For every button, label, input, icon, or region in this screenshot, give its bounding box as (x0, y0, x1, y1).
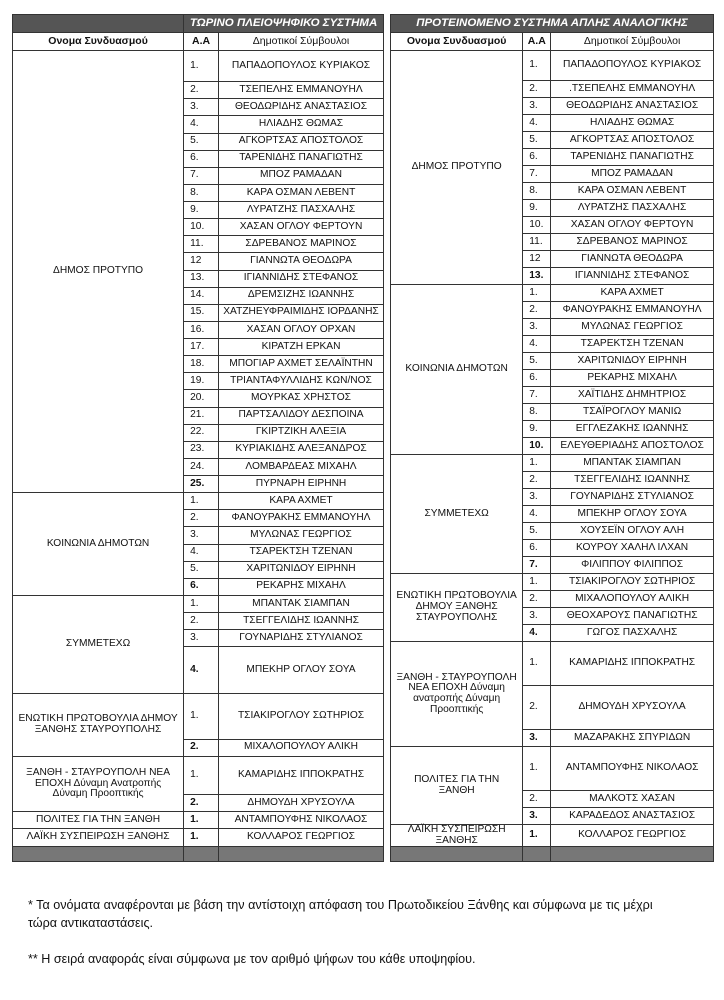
table-row (13, 595, 384, 612)
councillor-name: ΓΙΑΝΝΩΤΑ ΘΕΟΔΩΡΑ (551, 251, 714, 268)
row-number: 24. (184, 458, 219, 475)
councillor-name: ΚΟΛΛΑΡΟΣ ΓΕΩΡΓΙΟΣ (219, 829, 384, 846)
party-name: ΚΟΙΝΩΝΙΑ ΔΗΜΟΤΩΝ (391, 285, 523, 455)
row-number: 5. (523, 132, 551, 149)
col-header-party: Ονομα Συνδυασμού (13, 33, 184, 51)
councillor-name: ΧΑΤΖΗΕΥΦΡΑΙΜΙΔΗΣ ΙΟΡΔΑΝΗΣ (219, 304, 384, 321)
party-name: ΠΟΛΙΤΕΣ ΓΙΑ ΤΗΝ ΞΑΝΘΗ (13, 812, 184, 829)
footnote-2: ** Η σειρά αναφοράς είναι σύμφωνα με τον αριθμό ψήφων του κάθε υποψηφίου. (28, 952, 476, 966)
proposed-system-body (391, 51, 714, 862)
row-number: 4. (523, 115, 551, 132)
party-name: ΔΗΜΟΣ ΠΡΟΤΥΠΟ (13, 51, 184, 493)
row-number: 20. (184, 390, 219, 407)
councillor-name: ΜΟΥΡΚΑΣ ΧΡΗΣΤΟΣ (219, 390, 384, 407)
row-number: 2. (184, 613, 219, 630)
table-row (13, 493, 384, 510)
row-number: 9. (523, 200, 551, 217)
councillor-name: ΡΕΚΑΡΗΣ ΜΙΧΑΗΛ (219, 578, 384, 595)
row-number: 13. (523, 268, 551, 285)
councillor-name: ΚΑΡΑ ΟΣΜΑΝ ΛΕΒΕΝΤ (551, 183, 714, 200)
councillor-name: ΜΠΟΖ ΡΑΜΑΔΑΝ (551, 166, 714, 183)
row-number: 3. (523, 808, 551, 825)
row-number: 6. (523, 370, 551, 387)
councillor-name: ΜΠΕΚΗΡ ΟΓΛΟΥ ΣΟΥΑ (551, 506, 714, 523)
party-name: ΞΑΝΘΗ - ΣΤΑΥΡΟΥΠΟΛΗ ΝΕΑ ΕΠΟΧΗ Δύναμη Ανατροπής Δύναμη Προοπτικής (13, 756, 184, 812)
row-number: 23. (184, 441, 219, 458)
table-row (391, 825, 714, 847)
councillor-name: ΜΥΛΩΝΑΣ ΓΕΩΡΓΙΟΣ (551, 319, 714, 336)
row-number: 7. (523, 166, 551, 183)
party-name: ΛΑΪΚΗ ΣΥΣΠΕΙΡΩΣΗ ΞΑΝΘΗΣ (13, 829, 184, 846)
row-number: 21. (184, 407, 219, 424)
proposed-system-title: ΠΡΟΤΕΙΝΟΜΕΝΟ ΣΥΣΤΗΜΑ ΑΠΛΗΣ ΑΝΑΛΟΓΙΚΗΣ (391, 15, 714, 33)
councillor-name: ΘΕΟΧΑΡΟΥΣ ΠΑΝΑΓΙΩΤΗΣ (551, 608, 714, 625)
councillor-name: ΜΙΧΑΛΟΠΟΥΛΟΥ ΑΛΙΚΗ (219, 739, 384, 756)
party-name: ΕΝΩΤΙΚΗ ΠΡΩΤΟΒΟΥΛΙΑ ΔΗΜΟΥ ΞΑΝΘΗΣ ΣΤΑΥΡΟΥΠΟΛΗΣ (13, 693, 184, 756)
row-number: 2. (523, 791, 551, 808)
councillor-name: ΤΑΡΕΝΙΔΗΣ ΠΑΝΑΓΙΩΤΗΣ (551, 149, 714, 166)
row-number: 7. (523, 557, 551, 574)
table-row (391, 747, 714, 791)
councillor-name: ΠΑΠΑΔΟΠΟΥΛΟΣ ΚΥΡΙΑΚΟΣ (551, 51, 714, 81)
councillor-name: ΚΑΡΑ ΑΧΜΕΤ (551, 285, 714, 302)
row-number: 1. (523, 574, 551, 591)
col-header-councillors: Δημοτικοί Σύμβουλοι (219, 33, 384, 51)
councillor-name: ΧΑΣΑΝ ΟΓΛΟΥ ΟΡΧΑΝ (219, 321, 384, 338)
councillor-name: ΧΑΡΙΤΩΝΙΔΟΥ ΕΙΡΗΝΗ (551, 353, 714, 370)
table-row (13, 693, 384, 739)
row-number: 1. (184, 51, 219, 82)
councillor-name: ΓΙΑΝΝΩΤΑ ΘΕΟΔΩΡΑ (219, 253, 384, 270)
councillor-name: ΤΣΑΡΕΚΤΣΗ ΤΖΕΝΑΝ (551, 336, 714, 353)
row-number: 1. (523, 455, 551, 472)
party-name: ΚΟΙΝΩΝΙΑ ΔΗΜΟΤΩΝ (13, 493, 184, 596)
row-number: 2. (184, 82, 219, 99)
row-number: 10. (184, 219, 219, 236)
table-row (13, 756, 384, 794)
row-number: 4. (523, 625, 551, 642)
councillor-name: ΤΣΑΪΡΟΓΛΟΥ ΜΑΝΙΩ (551, 404, 714, 421)
table-row (13, 829, 384, 846)
councillor-name: ΠΑΡΤΣΑΛΙΔΟΥ ΔΕΣΠΟΙΝΑ (219, 407, 384, 424)
councillor-name: ΧΑΣΑΝ ΟΓΛΟΥ ΦΕΡΤΟΥΝ (219, 219, 384, 236)
councillor-name: ΓΟΥΝΑΡΙΔΗΣ ΣΤΥΛΙΑΝΟΣ (551, 489, 714, 506)
councillor-name: ΚΙΡΑΤΖΗ ΕΡΚΑΝ (219, 339, 384, 356)
row-number: 2. (184, 795, 219, 812)
row-number: 5. (523, 353, 551, 370)
councillor-name: ΠΥΡΝΑΡΗ ΕΙΡΗΝΗ (219, 476, 384, 493)
row-number: 3. (184, 527, 219, 544)
row-number: 3. (523, 489, 551, 506)
councillor-name: ΔΗΜΟΥΔΗ ΧΡΥΣΟΥΛΑ (551, 686, 714, 730)
table-row (391, 285, 714, 302)
row-number: 5. (184, 561, 219, 578)
row-number: 3. (184, 99, 219, 116)
councillor-name: ΜΑΖΑΡΑΚΗΣ ΣΠΥΡΙΔΩΝ (551, 730, 714, 747)
row-number: 6. (184, 578, 219, 595)
row-number: 6. (523, 149, 551, 166)
row-number: 3. (523, 608, 551, 625)
councillor-name: ΛΟΜΒΑΡΔΕΑΣ ΜΙΧΑΗΛ (219, 458, 384, 475)
row-number: 2. (523, 302, 551, 319)
row-number: 4. (184, 647, 219, 694)
row-number: 2. (184, 510, 219, 527)
row-number: 19. (184, 373, 219, 390)
row-number: 12 (184, 253, 219, 270)
councillor-name: ΜΥΛΩΝΑΣ ΓΕΩΡΓΙΟΣ (219, 527, 384, 544)
row-number: 1. (184, 756, 219, 794)
row-number: 11. (184, 236, 219, 253)
councillor-name: ΚΑΜΑΡΙΔΗΣ ΙΠΠΟΚΡΑΤΗΣ (551, 642, 714, 686)
party-name: ΛΑΪΚΗ ΣΥΣΠΕΙΡΩΣΗ ΞΑΝΘΗΣ (391, 825, 523, 847)
councillor-name: ΜΠΟΖ ΡΑΜΑΔΑΝ (219, 167, 384, 184)
councillor-name: ΜΠΕΚΗΡ ΟΓΛΟΥ ΣΟΥΑ (219, 647, 384, 694)
row-number: 1. (523, 747, 551, 791)
col-header-aa: Α.Α (523, 33, 551, 51)
councillor-name: ΘΕΟΔΩΡΙΔΗΣ ΑΝΑΣΤΑΣΙΟΣ (551, 98, 714, 115)
councillor-name: ΧΑΪΤΙΔΗΣ ΔΗΜΗΤΡΙΟΣ (551, 387, 714, 404)
col-header-councillors: Δημοτικοί Σύμβουλοι (551, 33, 714, 51)
councillor-name: ΗΛΙΑΔΗΣ ΘΩΜΑΣ (551, 115, 714, 132)
party-name: ΔΗΜΟΣ ΠΡΟΤΥΠΟ (391, 51, 523, 285)
councillor-name: ΑΝΤΑΜΠΟΥΦΗΣ ΝΙΚΟΛΑΟΣ (551, 747, 714, 791)
row-number: 12 (523, 251, 551, 268)
row-number: 2. (523, 472, 551, 489)
councillor-name: ΙΓΙΑΝΝΙΔΗΣ ΣΤΕΦΑΝΟΣ (219, 270, 384, 287)
row-number: 1. (184, 812, 219, 829)
councillor-name: ΧΑΣΑΝ ΟΓΛΟΥ ΦΕΡΤΟΥΝ (551, 217, 714, 234)
row-number: 3. (523, 98, 551, 115)
row-number: 16. (184, 321, 219, 338)
councillor-name: ΙΓΙΑΝΝΙΔΗΣ ΣΤΕΦΑΝΟΣ (551, 268, 714, 285)
row-number: 7. (184, 167, 219, 184)
current-system-body (13, 51, 384, 862)
row-number: 2. (184, 739, 219, 756)
row-number: 10. (523, 217, 551, 234)
table-row (391, 574, 714, 591)
party-name: ΕΝΩΤΙΚΗ ΠΡΩΤΟΒΟΥΛΙΑ ΔΗΜΟΥ ΞΑΝΘΗΣ ΣΤΑΥΡΟΥΠΟΛΗΣ (391, 574, 523, 642)
row-number: 1. (184, 693, 219, 739)
councillor-name: ΜΙΧΑΛΟΠΟΥΛΟΥ ΑΛΙΚΗ (551, 591, 714, 608)
row-number: 1. (523, 51, 551, 81)
row-number: 25. (184, 476, 219, 493)
proposed-system-table (390, 14, 714, 862)
table-row (13, 51, 384, 82)
councillor-name: ΚΑΡΑ ΟΣΜΑΝ ΛΕΒΕΝΤ (219, 184, 384, 201)
councillor-name: .ΤΣΕΠΕΛΗΣ ΕΜΜΑΝΟΥΗΛ (551, 81, 714, 98)
councillor-name: ΡΕΚΑΡΗΣ ΜΙΧΑΗΛ (551, 370, 714, 387)
row-number: 17. (184, 339, 219, 356)
councillor-name: ΤΣΙΑΚΙΡΟΓΛΟΥ ΣΩΤΗΡΙΟΣ (551, 574, 714, 591)
councillor-name: ΤΣΕΠΕΛΗΣ ΕΜΜΑΝΟΥΗΛ (219, 82, 384, 99)
councillor-name: ΚΑΡΑΔΕΔΟΣ ΑΝΑΣΤΑΣΙΟΣ (551, 808, 714, 825)
row-number: 4. (523, 506, 551, 523)
councillor-name: ΚΟΛΛΑΡΟΣ ΓΕΩΡΓΙΟΣ (551, 825, 714, 847)
row-number: 1. (523, 285, 551, 302)
row-number: 7. (523, 387, 551, 404)
table-footer-band (391, 847, 714, 862)
councillor-name: ΧΑΡΙΤΩΝΙΔΟΥ ΕΙΡΗΝΗ (219, 561, 384, 578)
row-number: 8. (523, 404, 551, 421)
councillor-name: ΤΣΙΑΚΙΡΟΓΛΟΥ ΣΩΤΗΡΙΟΣ (219, 693, 384, 739)
councillor-name: ΣΔΡΕΒΑΝΟΣ ΜΑΡΙΝΟΣ (551, 234, 714, 251)
councillor-name: ΤΑΡΕΝΙΔΗΣ ΠΑΝΑΓΙΩΤΗΣ (219, 150, 384, 167)
table-row (13, 812, 384, 829)
row-number: 11. (523, 234, 551, 251)
table-row (391, 642, 714, 686)
row-number: 2. (523, 591, 551, 608)
row-number: 3. (523, 730, 551, 747)
councillor-name: ΓΩΓΟΣ ΠΑΣΧΑΛΗΣ (551, 625, 714, 642)
row-number: 6. (184, 150, 219, 167)
row-number: 1. (184, 595, 219, 612)
row-number: 13. (184, 270, 219, 287)
councillor-name: ΜΠΑΝΤΑΚ ΣΙΑΜΠΑΝ (551, 455, 714, 472)
tables-container (12, 14, 714, 862)
document-page (12, 14, 714, 862)
row-number: 8. (184, 184, 219, 201)
party-name: ΣΥΜΜΕΤΕΧΩ (391, 455, 523, 574)
party-name: ΣΥΜΜΕΤΕΧΩ (13, 595, 184, 693)
row-number: 1. (523, 825, 551, 847)
councillor-name: ΜΑΛΚΟΤΣ ΧΑΣΑΝ (551, 791, 714, 808)
councillor-name: ΕΓΓΛΕΖΑΚΗΣ ΙΩΑΝΝΗΣ (551, 421, 714, 438)
row-number: 22. (184, 424, 219, 441)
col-header-party: Ονομα Συνδυασμού (391, 33, 523, 51)
row-number: 4. (184, 544, 219, 561)
councillor-name: ΕΛΕΥΘΕΡΙΑΔΗΣ ΑΠΟΣΤΟΛΟΣ (551, 438, 714, 455)
row-number: 1. (523, 642, 551, 686)
row-number: 9. (184, 202, 219, 219)
councillor-name: ΠΑΠΑΔΟΠΟΥΛΟΣ ΚΥΡΙΑΚΟΣ (219, 51, 384, 82)
table-row (391, 455, 714, 472)
councillor-name: ΛΥΡΑΤΖΗΣ ΠΑΣΧΑΛΗΣ (551, 200, 714, 217)
row-number: 2. (523, 686, 551, 730)
councillor-name: ΤΣΕΓΓΕΛΙΔΗΣ ΙΩΑΝΝΗΣ (219, 613, 384, 630)
current-system-table (12, 14, 384, 862)
councillor-name: ΜΠΟΓΙΑΡ ΑΧΜΕΤ ΣΕΛΑΪΝΤΗΝ (219, 356, 384, 373)
councillor-name: ΚΑΡΑ ΑΧΜΕΤ (219, 493, 384, 510)
councillor-name: ΑΓΚΟΡΤΣΑΣ ΑΠΟΣΤΟΛΟΣ (551, 132, 714, 149)
councillor-name: ΔΗΜΟΥΔΗ ΧΡΥΣΟΥΛΑ (219, 795, 384, 812)
councillor-name: ΧΟΥΣΕΪΝ ΟΓΛΟΥ ΑΛΗ (551, 523, 714, 540)
councillor-name: ΓΚΙΡΤΖΙΚΗ ΑΛΕΞΙΑ (219, 424, 384, 441)
councillor-name: ΦΑΝΟΥΡΑΚΗΣ ΕΜΜΑΝΟΥΗΛ (551, 302, 714, 319)
row-number: 15. (184, 304, 219, 321)
col-header-aa: Α.Α (184, 33, 219, 51)
councillor-name: ΤΡΙΑΝΤΑΦΥΛΛΙΔΗΣ ΚΩΝ/ΝΟΣ (219, 373, 384, 390)
councillor-name: ΜΠΑΝΤΑΚ ΣΙΑΜΠΑΝ (219, 595, 384, 612)
councillor-name: ΔΡΕΜΣΙΖΗΣ ΙΩΑΝΝΗΣ (219, 287, 384, 304)
councillor-name: ΣΔΡΕΒΑΝΟΣ ΜΑΡΙΝΟΣ (219, 236, 384, 253)
row-number: 4. (523, 336, 551, 353)
councillor-name: ΚΥΡΙΑΚΙΔΗΣ ΑΛΕΞΑΝΔΡΟΣ (219, 441, 384, 458)
councillor-name: ΦΑΝΟΥΡΑΚΗΣ ΕΜΜΑΝΟΥΗΛ (219, 510, 384, 527)
councillor-name: ΤΣΑΡΕΚΤΣΗ ΤΖΕΝΑΝ (219, 544, 384, 561)
row-number: 4. (184, 116, 219, 133)
councillor-name: ΚΑΜΑΡΙΔΗΣ ΙΠΠΟΚΡΑΤΗΣ (219, 756, 384, 794)
row-number: 5. (523, 523, 551, 540)
councillor-name: ΚΟΥΡΟΥ ΧΑΛΗΛ ΙΛΧΑΝ (551, 540, 714, 557)
table-footer-band (13, 846, 384, 862)
councillor-name: ΑΝΤΑΜΠΟΥΦΗΣ ΝΙΚΟΛΑΟΣ (219, 812, 384, 829)
row-number: 6. (523, 540, 551, 557)
row-number: 3. (523, 319, 551, 336)
row-number: 5. (184, 133, 219, 150)
councillor-name: ΤΣΕΓΓΕΛΙΔΗΣ ΙΩΑΝΝΗΣ (551, 472, 714, 489)
row-number: 9. (523, 421, 551, 438)
row-number: 14. (184, 287, 219, 304)
row-number: 8. (523, 183, 551, 200)
footnote-1: * Τα ονόματα αναφέρονται με βάση την αντίστοιχη απόφαση του Πρωτοδικείου Ξάνθης και σύμφωνα με τις μέχρι τώρα αντικαταστάσεις. (28, 898, 653, 931)
councillor-name: ΓΟΥΝΑΡΙΔΗΣ ΣΤΥΛΙΑΝΟΣ (219, 630, 384, 647)
councillor-name: ΛΥΡΑΤΖΗΣ ΠΑΣΧΑΛΗΣ (219, 202, 384, 219)
party-name: ΠΟΛΙΤΕΣ ΓΙΑ ΤΗΝ ΞΑΝΘΗ (391, 747, 523, 825)
current-system-title: ΤΩΡΙΝΟ ΠΛΕΙΟΨΗΦΙΚΟ ΣΥΣΤΗΜΑ (184, 15, 384, 33)
councillor-name: ΘΕΟΔΩΡΙΔΗΣ ΑΝΑΣΤΑΣΙΟΣ (219, 99, 384, 116)
row-number: 2. (523, 81, 551, 98)
row-number: 1. (184, 829, 219, 846)
party-name: ΞΑΝΘΗ - ΣΤΑΥΡΟΥΠΟΛΗ ΝΕΑ ΕΠΟΧΗ Δύναμη ανατροπής Δύναμη Προοπτικής (391, 642, 523, 747)
row-number: 1. (184, 493, 219, 510)
table-row (391, 51, 714, 81)
councillor-name: ΑΓΚΟΡΤΣΑΣ ΑΠΟΣΤΟΛΟΣ (219, 133, 384, 150)
row-number: 10. (523, 438, 551, 455)
councillor-name: ΗΛΙΑΔΗΣ ΘΩΜΑΣ (219, 116, 384, 133)
row-number: 3. (184, 630, 219, 647)
row-number: 18. (184, 356, 219, 373)
councillor-name: ΦΙΛΙΠΠΟΥ ΦΙΛΙΠΠΟΣ (551, 557, 714, 574)
